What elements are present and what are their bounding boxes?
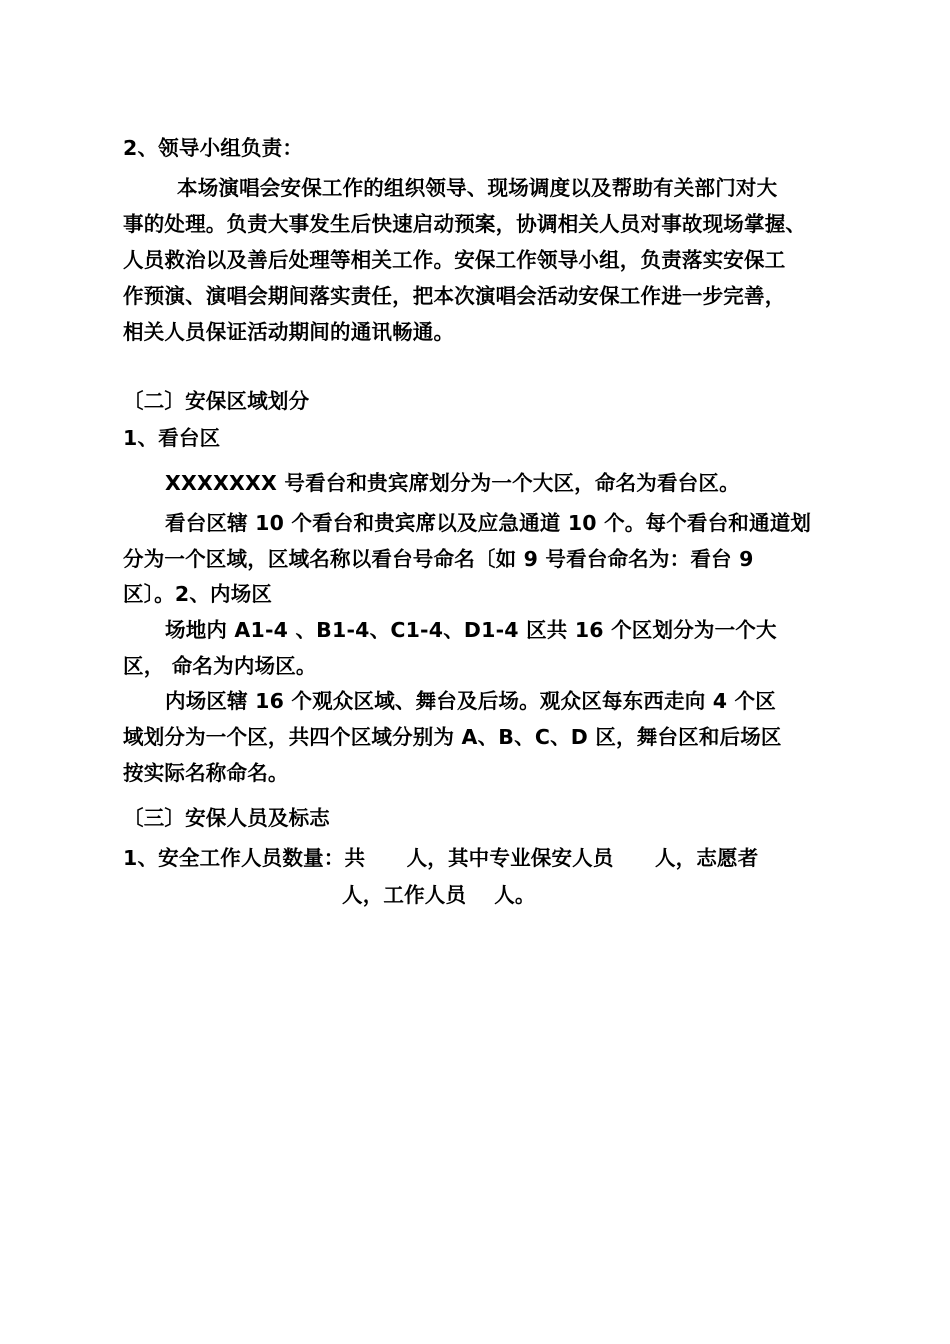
staff-count-line: 人，工作人员 人。 [342,883,536,907]
paragraph-line: 人员救治以及善后处理等相关工作。安保工作领导小组，负责落实安保工 [123,248,786,272]
paragraph-line: 内场区辖 16 个观众区域、舞台及后场。观众区每东西走向 4 个区 [165,689,776,713]
paragraph-line: XXXXXXX 号看台和贵宾席划分为一个大区，命名为看台区。 [165,471,740,495]
paragraph-line: 区〕。2、内场区 [123,582,273,606]
paragraph-line: 看台区辖 10 个看台和贵宾席以及应急通道 10 个。每个看台和通道划 [165,511,812,535]
paragraph-line: 本场演唱会安保工作的组织领导、现场调度以及帮助有关部门对大 [177,176,778,200]
paragraph-line: 按实际名称命名。 [123,761,289,785]
paragraph-line: 场地内 A1-4 、B1-4、C1-4、D1-4 区共 16 个区划分为一个大 [165,618,777,642]
paragraph-line: 事的处理。负责大事发生后快速启动预案，协调相关人员对事故现场掌握、 [123,212,807,236]
section-title-staff-and-signs: 〔三〕安保人员及标志 [123,806,330,830]
subheading-stand-area: 1、看台区 [123,426,221,450]
staff-count-line: 1、安全工作人员数量：共 人，其中专业保安人员 人，志愿者 [123,846,759,870]
paragraph-line: 分为一个区域，区域名称以看台号命名〔如 9 号看台命名为：看台 9 [123,547,754,571]
paragraph-line: 作预演、演唱会期间落实责任，把本次演唱会活动安保工作进一步完善， [123,284,786,308]
heading-leader-group: 2、领导小组负责： [123,136,304,160]
paragraph-line: 区， 命名为内场区。 [123,654,317,678]
paragraph-line: 域划分为一个区，共四个区域分别为 A、B、C、D 区，舞台区和后场区 [123,725,782,749]
paragraph-line: 相关人员保证活动期间的通讯畅通。 [123,320,455,344]
section-title-zone-division: 〔二〕安保区域划分 [123,389,310,413]
